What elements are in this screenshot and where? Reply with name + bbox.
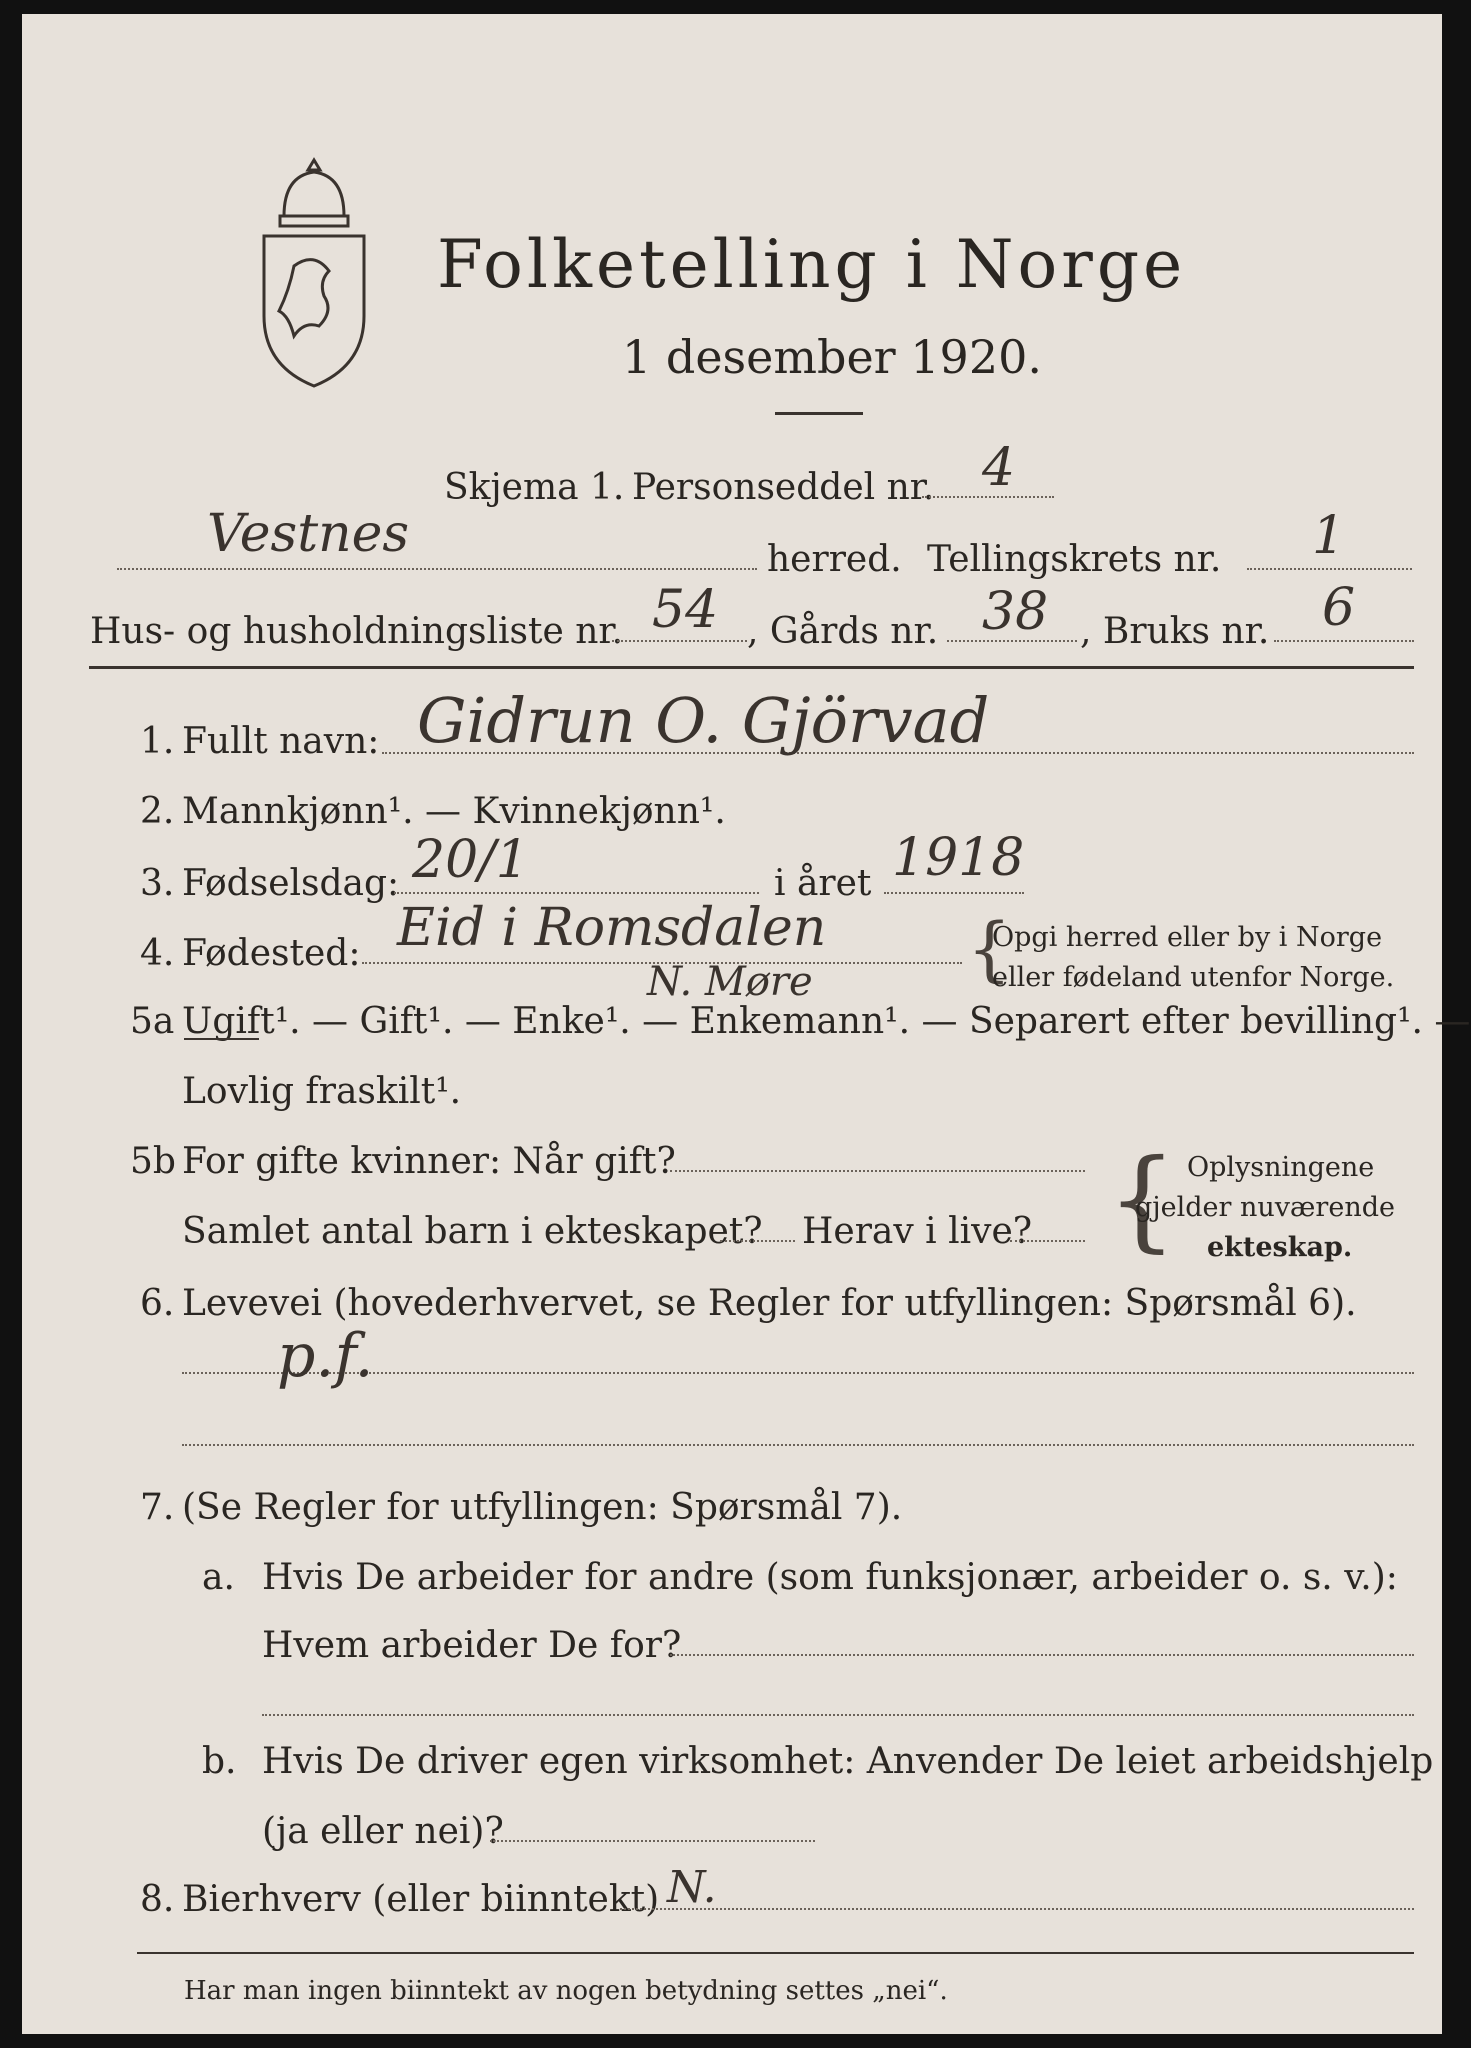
q7b-label-2: (ja eller nei)? — [262, 1811, 504, 1852]
gards-value[interactable]: 38 — [982, 582, 1049, 642]
q7a-label-2: Hvem arbeider De for? — [262, 1625, 682, 1666]
q4-note-2: eller fødeland utenfor Norge. — [992, 962, 1395, 993]
herred-label: herred. — [767, 539, 902, 580]
herred-value[interactable]: Vestnes — [207, 504, 410, 564]
q7-label: (Se Regler for utfyllingen: Spørsmål 7). — [182, 1487, 903, 1528]
q5b-note-2: gjelder nuværende — [1135, 1192, 1395, 1223]
q3-year-label: i året — [774, 863, 872, 904]
q4-extra-value[interactable]: N. Møre — [647, 959, 813, 1005]
gards-label: , Gårds nr. — [747, 611, 939, 652]
coat-of-arms-icon — [254, 156, 374, 392]
q3-label: Fødselsdag: — [182, 863, 400, 904]
q5b-brace: { — [1107, 1135, 1177, 1263]
q6-number: 6. — [140, 1283, 175, 1324]
q1-number: 1. — [140, 721, 175, 762]
q7a-label-1: Hvis De arbeider for andre (som funksjonær, arbeider o. s. v.): — [262, 1557, 1398, 1598]
bruks-value[interactable]: 6 — [1322, 578, 1356, 638]
q5a-selection-mark — [184, 1038, 259, 1040]
form-title: Folketelling i Norge — [437, 226, 1187, 303]
q5b-label-1: For gifte kvinner: Når gift? — [182, 1141, 676, 1182]
q4-brace: { — [967, 908, 1012, 990]
bruks-label: , Bruks nr. — [1080, 611, 1270, 652]
q5a-label-2: Lovlig fraskilt¹. — [182, 1071, 462, 1112]
q1-label: Fullt navn: — [182, 721, 380, 762]
q4-note-1: Opgi herred eller by i Norge — [992, 922, 1383, 953]
q7a-letter: a. — [202, 1557, 235, 1598]
q5b-label-2: Samlet antal barn i ekteskapet? — [182, 1211, 763, 1252]
census-form — [22, 14, 1471, 2034]
footer-divider — [137, 1952, 1414, 1954]
q3-value[interactable]: 20/1 — [412, 830, 529, 890]
husliste-label: Hus- og husholdningsliste nr. — [90, 611, 624, 652]
header-divider — [89, 666, 1414, 669]
personseddel-value[interactable]: 4 — [982, 438, 1016, 498]
q4-value[interactable]: Eid i Romsdalen — [397, 898, 827, 958]
form-date: 1 desember 1920. — [622, 330, 1042, 384]
q5b-label-3: Herav i live? — [802, 1211, 1033, 1252]
q2-label: Mannkjønn¹. — Kvinnekjønn¹. — [182, 791, 726, 832]
q7b-letter: b. — [202, 1741, 237, 1782]
husliste-value[interactable]: 54 — [652, 580, 719, 640]
q2-number: 2. — [140, 791, 175, 832]
q8-value[interactable]: N. — [667, 1862, 717, 1913]
q8-number: 8. — [140, 1879, 175, 1920]
q5b-note-1: Oplysningene — [1187, 1152, 1375, 1183]
q3-year-value[interactable]: 1918 — [892, 828, 1025, 888]
title-divider — [775, 412, 863, 415]
q5a-label: Ugift¹. — Gift¹. — Enke¹. — Enkemann¹. — Separert efter bevilling¹. — — [182, 1001, 1471, 1042]
q5a-number: 5a — [130, 1001, 175, 1042]
q4-number: 4. — [140, 933, 175, 974]
q6-label: Levevei (hovederhvervet, se Regler for utfyllingen: Spørsmål 6). — [182, 1283, 1357, 1324]
q8-label: Bierhverv (eller biinntekt) — [182, 1879, 660, 1920]
q6-value[interactable]: p.f. — [277, 1321, 374, 1391]
tellingskrets-label: Tellingskrets nr. — [927, 539, 1222, 580]
footer-note: Har man ingen biinntekt av nogen betydning settes „nei“. — [184, 1976, 948, 2006]
q7-number: 7. — [140, 1487, 175, 1528]
q3-number: 3. — [140, 863, 175, 904]
q7b-label-1: Hvis De driver egen virksomhet: Anvender De leiet arbeidshjelp — [262, 1741, 1434, 1782]
q5b-number: 5b — [130, 1141, 176, 1182]
q1-value[interactable]: Gidrun O. Gjörvad — [417, 684, 990, 757]
q5b-note-3: ekteskap. — [1207, 1232, 1353, 1263]
q4-label: Fødested: — [182, 933, 361, 974]
skjema-label: Skjema 1. — [444, 467, 625, 508]
tellingskrets-value[interactable]: 1 — [1312, 506, 1346, 566]
personseddel-label: Personseddel nr. — [632, 467, 935, 508]
